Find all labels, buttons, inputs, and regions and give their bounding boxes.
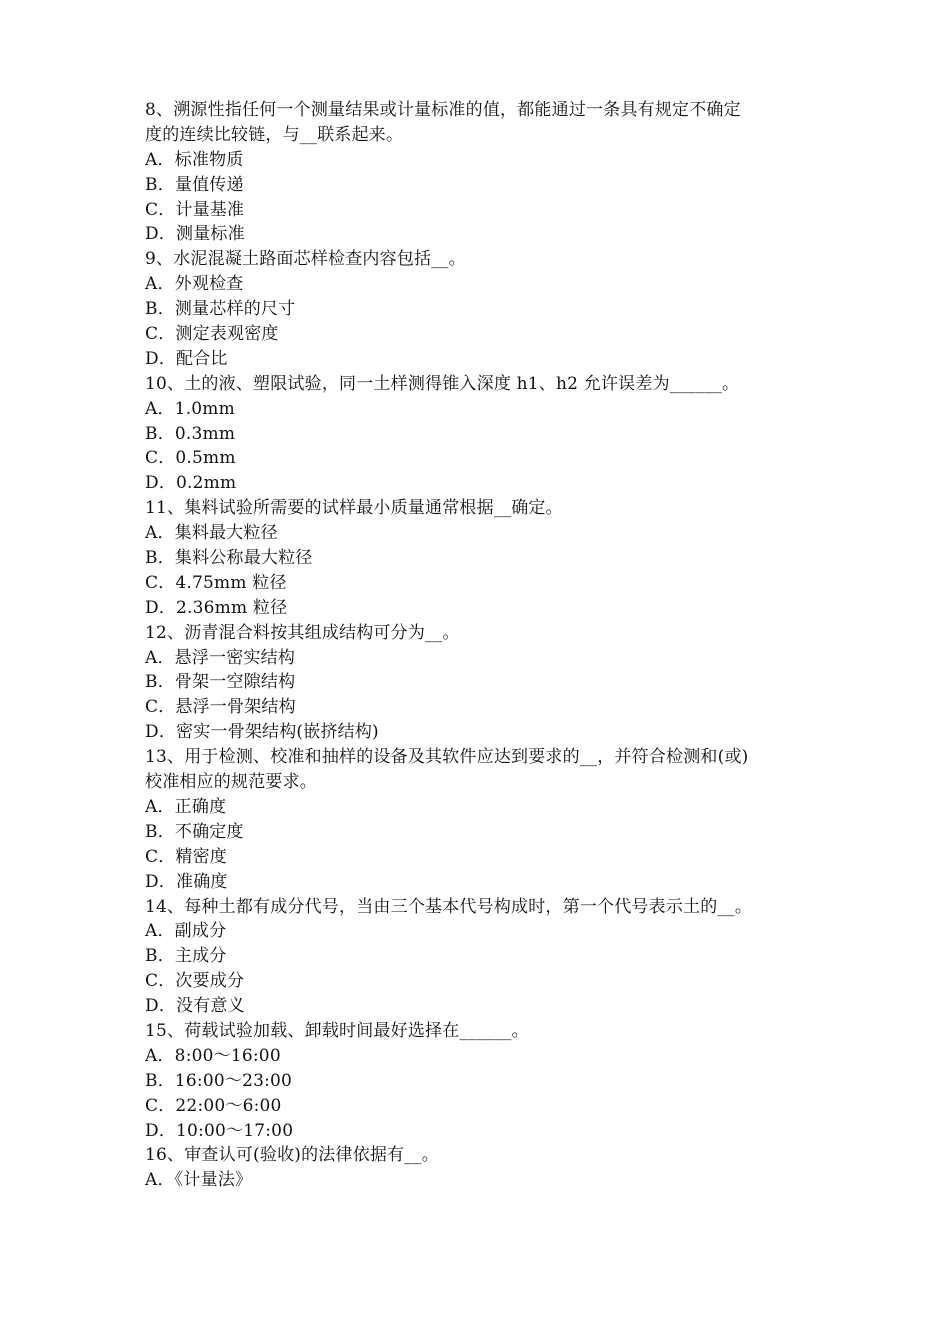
option-b: B．主成分 <box>145 946 227 967</box>
question-15 <box>145 1019 815 1143</box>
question-text: 8、溯源性指任何一个测量结果或计量标准的值，都能通过一条具有规定不确定 <box>145 100 741 120</box>
option-a: A．悬浮一密实结构 <box>145 647 296 668</box>
option-c: C．精密度 <box>145 846 228 867</box>
question-text: 16、审查认可(验收)的法律依据有__。 <box>145 1145 439 1166</box>
option-a: A．正确度 <box>145 796 227 817</box>
question-12 <box>145 621 815 745</box>
option-a: A．外观检查 <box>145 274 244 295</box>
option-b: B．集料公称最大粒径 <box>145 548 313 569</box>
option-a: A．1.0mm <box>145 398 235 419</box>
question-16 <box>145 1143 815 1193</box>
option-d: D．准确度 <box>145 871 228 892</box>
option-d: D．密实一骨架结构(嵌挤结构) <box>145 722 379 743</box>
option-a: A．标准物质 <box>145 149 244 170</box>
question-text: 11、集料试验所需要的试样最小质量通常根据__确定。 <box>145 498 563 519</box>
question-text: 9、水泥混凝土路面芯样检查内容包括__。 <box>145 249 466 270</box>
option-c: C．计量基准 <box>145 199 245 220</box>
option-a: A．《计量法》 <box>145 1170 253 1191</box>
option-c: C．22:00～6:00 <box>145 1095 282 1116</box>
question-text: 10、土的液、塑限试验，同一土样测得锥入深度 h1、h2 允许误差为______。 <box>145 373 740 394</box>
option-b: B．16:00～23:00 <box>145 1070 293 1091</box>
option-d: D．测量标准 <box>145 224 245 245</box>
question-text: 14、每种土都有成分代号，当由三个基本代号构成时，第一个代号表示土的__。 <box>145 896 753 917</box>
question-14 <box>145 895 815 1019</box>
question-text: 校准相应的规范要求。 <box>145 772 317 793</box>
question-10 <box>145 372 815 496</box>
question-8 <box>145 98 815 247</box>
question-text: 13、用于检测、校准和抽样的设备及其软件应达到要求的__，并符合检测和(或) <box>145 747 749 768</box>
question-11 <box>145 496 815 620</box>
option-b: B．骨架一空隙结构 <box>145 672 296 693</box>
option-c: C．测定表观密度 <box>145 324 279 345</box>
question-text: 12、沥青混合料按其组成结构可分为__。 <box>145 622 460 643</box>
option-d: D．10:00～17:00 <box>145 1120 294 1141</box>
option-b: B．0.3mm <box>145 423 236 444</box>
option-d: D．2.36mm 粒径 <box>145 597 288 618</box>
question-13 <box>145 745 815 894</box>
option-c: C．4.75mm 粒径 <box>145 572 287 593</box>
option-a: A．集料最大粒径 <box>145 523 278 544</box>
option-b: B．量值传递 <box>145 174 244 195</box>
option-d: D．没有意义 <box>145 996 245 1017</box>
option-a: A．8:00～16:00 <box>145 1045 281 1066</box>
option-c: C．0.5mm <box>145 448 236 469</box>
question-text: 度的连续比较链，与__联系起来。 <box>145 124 404 145</box>
option-d: D．0.2mm <box>145 473 237 494</box>
question-text: 15、荷载试验加载、卸载时间最好选择在______。 <box>145 1020 529 1041</box>
option-c: C．悬浮一骨架结构 <box>145 697 296 718</box>
question-9 <box>145 247 815 371</box>
option-c: C．次要成分 <box>145 971 245 992</box>
option-d: D．配合比 <box>145 348 228 369</box>
option-b: B．测量芯样的尺寸 <box>145 299 296 320</box>
option-a: A．副成分 <box>145 921 227 942</box>
document-page <box>145 98 815 1193</box>
option-b: B．不确定度 <box>145 821 244 842</box>
